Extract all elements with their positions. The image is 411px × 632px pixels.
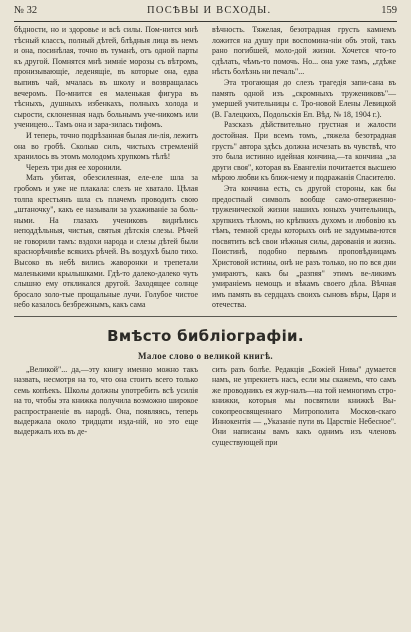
top-columns	[14, 25, 397, 311]
bottom-right-paragraph: сить разъ болѣе. Редакція „Божіей Нивы" думается намъ, не упрекнетъ насъ, если мы скажемъ, что самъ же проводникъ ея жур-налъ—на той немногимъ стро-книжки, которыя мы посвятили книжкѣ Вы-сокопреосвященнаго Митрополита Москов-скаго Иннокентія — „Указаніе пути въ Царствіе Небесное". Они написаны вамъ какъ однимъ изъ членовъ существующей при	[212, 365, 396, 447]
left-paragraph: Черезъ три дня ее хоронили.	[26, 162, 122, 172]
bottom-right-column	[212, 365, 396, 448]
page-number-left: № 32	[14, 5, 38, 16]
page-number-right: 159	[381, 5, 397, 16]
right-paragraph: Эта трогающая до слезъ трагедія запи-сана въ память одной изъ „скромныхъ тружениковъ"—умершей учительницы с. Тро-новой Елены Левицкой (В. Галецкихъ, Подольскія Еп. Вѣд. № 18, 1904 г.).	[212, 77, 396, 119]
left-paragraph: И теперь, точно подрѣзанная былая ли-лія, лежитъ она во гробѣ. Сколько силъ, чистыхъ стремленій хранилось въ этомъ молодомъ хрупкомъ тѣлѣ!	[14, 130, 198, 162]
article-title: Малое слово о великой книгѣ.	[137, 351, 274, 362]
section-divider	[14, 316, 397, 317]
section-title: Вмѣсто библіографіи.	[107, 327, 304, 346]
right-column	[212, 25, 396, 311]
left-column	[14, 25, 198, 311]
bottom-left-column	[14, 365, 198, 448]
header-rule	[14, 21, 397, 22]
left-paragraph: бѣдности, но и здоровье и всѣ силы. Пом-нится мнѣ тѣсный классъ, полный дѣтей, блѣдныя лица въ немъ и она, посинѣлая, точно въ туманѣ, отъ одной парты къ другой. Помнятся мнѣ зимніе морозы съ вѣтромъ, пронизывающіе, леденящіе, въ которые она, едва выпивъ чай, мчалась въ школу и возвращалась вечеромъ. По-мнится ея маленькая фигура въ тѣсныхъ, душныхъ избенкахъ, полныхъ холода и сырости, склоненная надъ больнымъ уче-никомъ или ученицею... Тамъ она и зара-зилась тифомъ.	[14, 25, 198, 130]
page-header	[14, 5, 397, 19]
left-paragraph: Мать убитая, обезсиленная, еле-еле шла за гробомъ и уже не плакала: слезъ не хватало. Цѣлая толпа крестьянъ шла съ плачемъ проводить свою „штаночку", какъ ее называли за ухаживаніе за боль-ными. На глазахъ учениковъ виднѣлись неподдѣльныя, чистыя, святыя дѣтскія слезы. Рѣчей не говорили тамъ: вздохи народа и слезы дѣтей были краснорѣчивѣе всякихъ рѣчей. Въ воздухѣ было тихо. Высоко въ небѣ вились жаворонки и трепетали маленькими крылышками. Гдѣ-то далеко-далеко чуть слышно ему откликался другой. Заходящее солнце бросало золо-тые прощальные лучи. Голубое чистое небо казалось безбрежнымъ, какъ сама	[14, 173, 198, 310]
journal-title: ПОСѢВЫ И ВСХОДЫ.	[147, 5, 272, 16]
bottom-columns	[14, 365, 397, 448]
right-paragraph: Эта кончина есть, съ другой стороны, как бы предостный символъ вообще само-отверженно-труженической жизни нашихъ юныхъ учительницъ, хрупкихъ тѣломъ, но крѣпкихъ духомъ и любовію къ тѣмъ, темной среды которыхъ онѣ не задумыва-ются посвятить всѣ свои нѣжныя силы, дарованія и жизнь. Поистинѣ, подобно первымъ проповѣдницамъ Христовой истины, онѣ не разъ только, но по вся дни умираютъ, какъ бы „разпяя" этимъ ве-ликимъ умираніемъ немощъ и вѣкамъ своего дѣла. Вѣчная имъ память въ сердцахъ своихъ сыновъ вѣры, Царя и отечества.	[212, 183, 396, 310]
right-paragraph: Разсказъ дѣйствительно грустная и жалости достойная. При всемъ томъ, „тяжела безотрадная грусть" автора здѣсь должна исчезать въ чувствѣ, что это была истинно идейная кончина,—та кончина „за други своя", которая въ Евангеліи почитается высшею мѣрою любви къ ближ-нему и подражанія Спасителю.	[212, 120, 396, 183]
right-paragraph: вѣчность. Тяжелая, безотрадная грусть камнемъ ложится на душу при воспомина-ніи объ этой, такъ рано погибшей, моло-дой жизни. Хочется что-то сдѣлать, чѣмъ-то помочь. Но... она уже тамъ, „гдѣже нѣсть болѣзнь ни печаль"...	[212, 25, 396, 77]
bottom-left-paragraph: „Великой"... да,—эту книгу именно можно такъ назвать, несмотря на то, что она стоитъ всего только семь копѣекъ. Школы должны употребить всѣ усилія на то, чтобы эта книжка получила возможно широкое распространеніе въ народѣ. Она, появляясь, теперь выдержала около тридцати изда-ній, но это еще выдержалъ ихъ въ де-	[14, 365, 198, 437]
